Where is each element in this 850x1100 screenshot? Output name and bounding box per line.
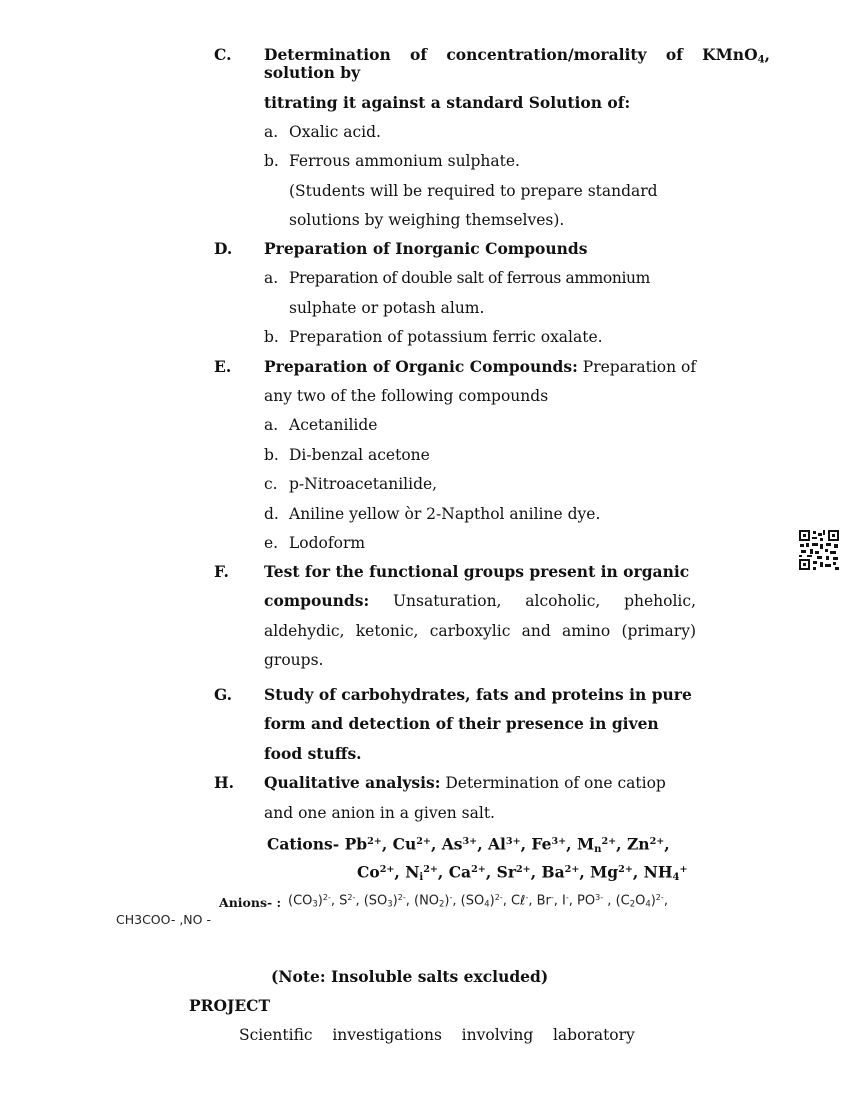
section-f-line3: aldehydic, ketonic, carboxylic and amino (primary) bbox=[264, 622, 696, 640]
section-g-line3: food stuffs. bbox=[264, 744, 362, 763]
section-f-line4: groups. bbox=[264, 651, 324, 669]
list-marker: b. bbox=[264, 446, 279, 464]
section-letter-g: G. bbox=[214, 685, 233, 704]
list-item: Preparation of potassium ferric oxalate. bbox=[289, 328, 603, 346]
section-h-note: (Note: Insoluble salts excluded) bbox=[271, 967, 549, 986]
section-letter-f: F. bbox=[214, 562, 229, 581]
section-c-title-text: Determination of concentration/morality of KMnO bbox=[264, 45, 758, 64]
project-heading: PROJECT bbox=[189, 996, 271, 1015]
section-letter-e: E. bbox=[214, 357, 232, 376]
section-c-note: (Students will be required to prepare standard bbox=[289, 182, 658, 200]
section-h-line1 bbox=[264, 773, 666, 793]
section-e-line2: any two of the following compounds bbox=[264, 387, 549, 405]
list-item: Lodoform bbox=[289, 534, 366, 552]
list-item: Di-benzal acetone bbox=[289, 446, 430, 464]
anions-list: $(CO_3)^{2-}$, $S^{2-}$, $(SO_3)^{2-}$, $(NO_2)^-$, $(SO_4)^{2-}$, Cℓ-, Br-, I-, $PO^{3-}$ , $(C_2O_4)^{2-}$, bbox=[288, 893, 668, 909]
section-g-line1: Study of carbohydrates, fats and proteins in pure bbox=[264, 685, 692, 704]
section-h-line2: and one anion in a given salt. bbox=[264, 804, 495, 822]
section-f-line2 bbox=[264, 591, 696, 611]
section-f-line2-rest: Unsaturation, alcoholic, pheholic, bbox=[369, 592, 696, 610]
section-f-line1: Test for the functional groups present in organic bbox=[264, 562, 690, 581]
section-c-line3: titrating it against a standard Solution of: bbox=[264, 93, 631, 112]
list-item: Ferrous ammonium sulphate. bbox=[289, 152, 520, 170]
section-c-title-end: , bbox=[764, 45, 770, 64]
section-g-line2: form and detection of their presence in given bbox=[264, 714, 659, 733]
anions-label: Anions- : bbox=[219, 895, 282, 910]
section-f-line2-bold: compounds: bbox=[264, 591, 370, 610]
list-item: Oxalic acid. bbox=[289, 123, 381, 141]
section-d-title: Preparation of Inorganic Compounds bbox=[264, 239, 588, 258]
list-item: Preparation of double salt of ferrous ammonium bbox=[289, 269, 650, 287]
list-item: Aniline yellow òr 2-Napthol aniline dye. bbox=[289, 505, 601, 523]
list-marker: d. bbox=[264, 505, 279, 523]
list-marker: b. bbox=[264, 152, 279, 170]
section-letter-h: H. bbox=[214, 773, 235, 792]
list-marker: b. bbox=[264, 328, 279, 346]
cations-line-2: $Co^{2+}$, $N_i^{2+}$, $Ca^{2+}$, $Sr^{2+}$, $Ba^{2+}$, $Mg^{2+}$, $NH_4^+$ bbox=[357, 862, 688, 883]
section-letter-d: D. bbox=[214, 239, 233, 258]
section-c-title-line2: solution by bbox=[264, 63, 361, 82]
cations-label: Cations- bbox=[267, 834, 345, 854]
list-marker: a. bbox=[264, 269, 279, 287]
list-marker: e. bbox=[264, 534, 279, 552]
project-line1: Scientific investigations involving laboratory bbox=[239, 1026, 635, 1044]
anions-tail: CH3COO- ,NO - bbox=[116, 912, 211, 927]
section-c-subscript: 4 bbox=[757, 54, 765, 66]
section-letter-c: C. bbox=[214, 45, 232, 64]
section-e-title-rest: Preparation of bbox=[577, 358, 697, 376]
qr-code-icon bbox=[798, 529, 840, 571]
list-item: sulphate or potash alum. bbox=[289, 299, 485, 317]
cations-line-1: Cations- $Pb^{2+}$, $Cu^{2+}$, $As^{3+}$, $Al^{3+}$, $Fe^{3+}$, $M_n^{2+}$, $Zn^{2+}$, bbox=[267, 834, 670, 855]
section-e-title bbox=[264, 357, 696, 377]
list-marker: c. bbox=[264, 475, 278, 493]
list-item: p-Nitroacetanilide, bbox=[289, 475, 438, 493]
list-marker: a. bbox=[264, 416, 279, 434]
section-c-note: solutions by weighing themselves). bbox=[289, 211, 565, 229]
section-h-line1-bold: Qualitative analysis: bbox=[264, 773, 441, 792]
list-item: Acetanilide bbox=[289, 416, 378, 434]
section-h-line1-rest: Determination of one catiop bbox=[440, 774, 666, 792]
section-e-title-bold: Preparation of Organic Compounds: bbox=[264, 357, 578, 376]
list-marker: a. bbox=[264, 123, 279, 141]
